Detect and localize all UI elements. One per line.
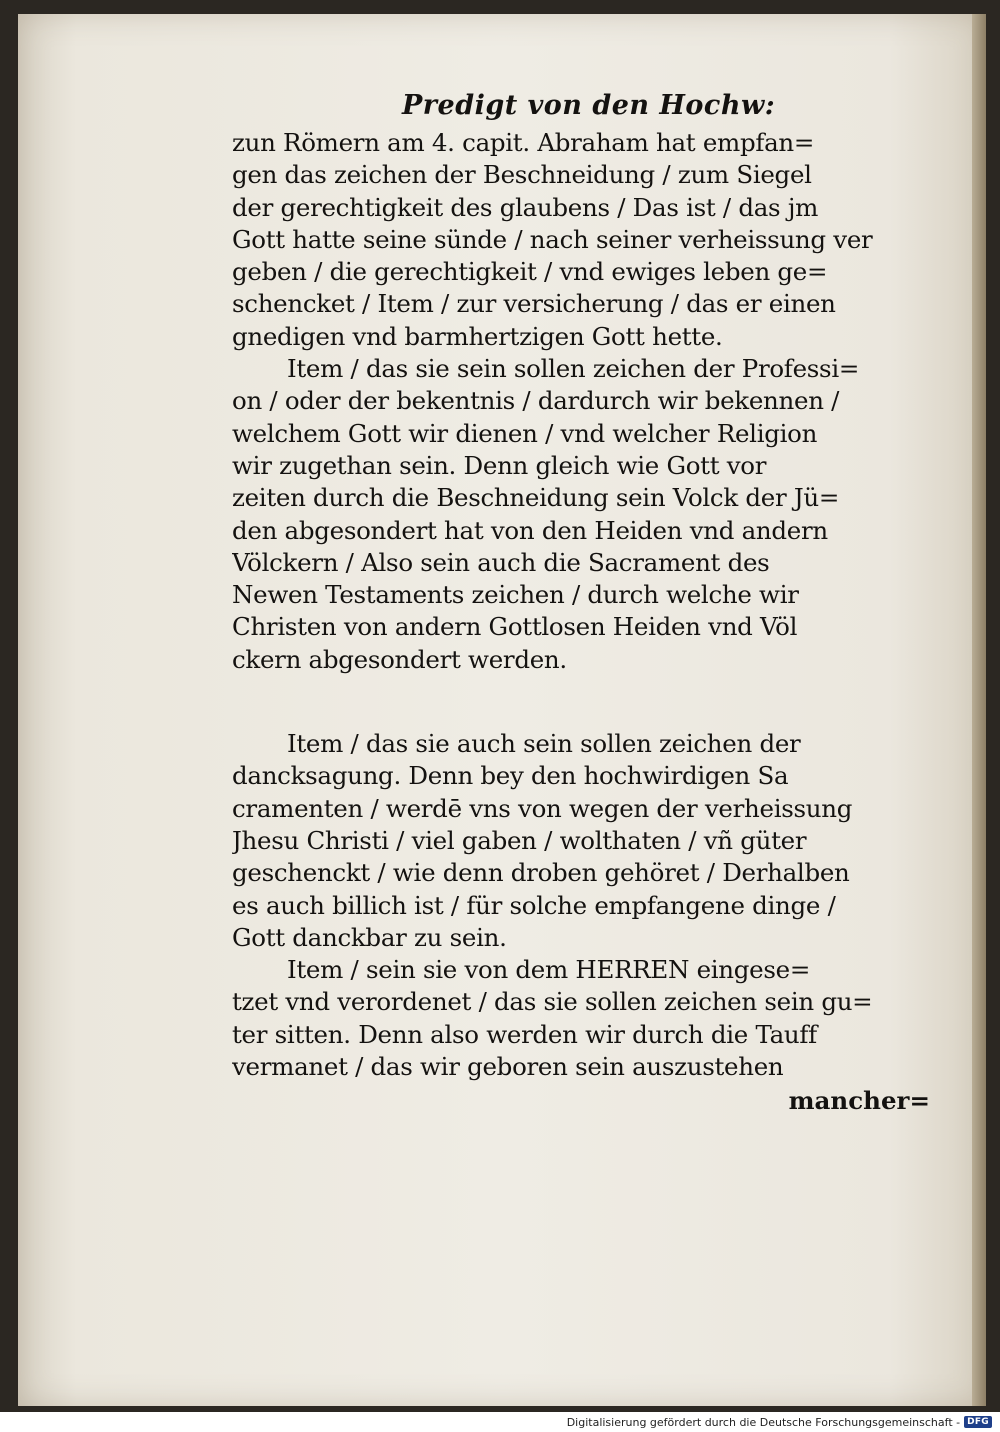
footer-credit-text: Digitalisierung gefördert durch die Deutsche Forschungsgemeinschaft -	[566, 1415, 961, 1429]
text-line: dancksagung. Denn bey den hochwirdigen Sa	[232, 761, 789, 791]
text-line: Gott danckbar zu sein.	[232, 922, 507, 952]
text-line: ckern abgesondert werden.	[232, 644, 567, 674]
text-line: welchem Gott wir dienen / vnd welcher Religion	[232, 418, 818, 448]
text-line: Gott hatte seine sünde / nach seiner verheissung ver	[232, 224, 873, 254]
text-line: Christen von andern Gottlosen Heiden vnd Völ	[232, 612, 798, 642]
paragraph-2	[232, 353, 930, 676]
text-line: Item / das sie auch sein sollen zeichen der	[287, 729, 801, 759]
text-line: gnedigen vnd barmhertzigen Gott hette.	[232, 321, 723, 351]
catchword: mancher=	[788, 1086, 930, 1116]
text-line: zun Römern am 4. capit. Abraham hat empfan=	[232, 128, 815, 157]
paragraph-3	[232, 728, 930, 954]
text-line: on / oder der bekentnis / dardurch wir bekennen /	[232, 386, 840, 416]
paragraph-4	[232, 954, 930, 1083]
text-line: cramenten / werdē vns von wegen der verheissung	[232, 793, 853, 823]
running-head: Predigt von den Hochw:	[402, 90, 776, 121]
text-line: tzet vnd verordenet / das sie sollen zeichen sein gu=	[232, 987, 873, 1017]
text-line: der gerechtigkeit des glaubens / Das ist / das jm	[232, 192, 819, 222]
text-line: Item / das sie sein sollen zeichen der Professi=	[287, 354, 860, 384]
text-line: Jhesu Christi / viel gaben / wolthaten / vñ güter	[232, 825, 807, 855]
text-line: Newen Testaments zeichen / durch welche wir	[232, 580, 799, 610]
footer-credit-bar	[0, 1412, 1000, 1432]
text-line: Völckern / Also sein auch die Sacrament des	[232, 547, 770, 577]
page-spine-edge	[972, 14, 986, 1406]
text-line: geben / die gerechtigkeit / vnd ewiges leben ge=	[232, 257, 828, 287]
text-line: Item / sein sie von dem HERREN eingese=	[287, 955, 811, 985]
text-line: zeiten durch die Beschneidung sein Volck der Jü=	[232, 483, 840, 513]
dfg-logo-icon[interactable]: DFG	[964, 1416, 992, 1428]
text-line: gen das zeichen der Beschneidung / zum Siegel	[232, 160, 812, 190]
text-line: geschenckt / wie denn droben gehöret / Derhalben	[232, 858, 850, 888]
text-line: wir zugethan sein. Denn gleich wie Gott vor	[232, 450, 767, 480]
text-line: schencket / Item / zur versicherung / das er einen	[232, 289, 836, 319]
paragraph-1	[232, 127, 930, 353]
text-block	[232, 90, 930, 1117]
text-line: es auch billich ist / für solche empfangene dinge /	[232, 890, 836, 920]
text-line: den abgesondert hat von den Heiden vnd andern	[232, 515, 828, 545]
text-line: ter sitten. Denn also werden wir durch die Tauff	[232, 1019, 817, 1049]
text-line: vermanet / das wir geboren sein auszustehen	[232, 1052, 784, 1082]
